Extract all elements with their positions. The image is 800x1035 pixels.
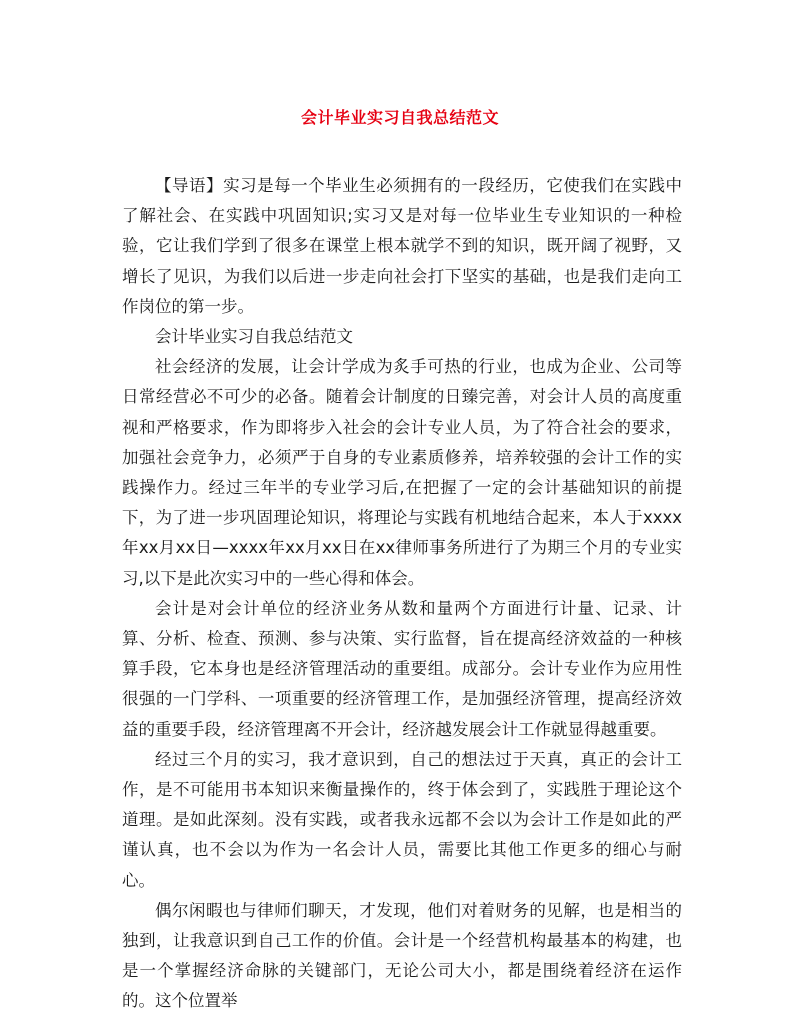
paragraph-subtitle: 会计毕业实习自我总结范文 [155,327,353,347]
document-body [122,171,682,1017]
document-title: 会计毕业实习自我总结范文 [300,108,499,127]
paragraph-intro: 【导语】实习是每一个毕业生必须拥有的一段经历，它使我们在实践中了解社会、在实践中巩固知识;实习又是对每一位毕业生专业知识的一种检验，它让我们学到了很多在课堂上根本就学不到的知识，既开阔了视野，又增长了见识，为我们以后进一步走向社会打下坚实的基础，也是我们走向工作岗位的第一步。 [122,176,682,316]
paragraph: 社会经济的发展，让会计学成为炙手可热的行业，也成为企业、公司等日常经营必不可少的必备。随着会计制度的日臻完善，对会计人员的高度重视和严格要求，作为即将步入社会的会计专业人员，为了符合社会的要求，加强社会竞争力，必须严于自身的专业素质修养，培养较强的会计工作的实践操作力。经过三年半的专业学习后,在把握了一定的会计基础知识的前提下，为了进一步巩固理论知识，将理论与实践有机地结合起来，本人于xxxx年xx月xx日—xxxx年xx月xx日在xx律师事务所进行了为期三个月的专业实习,以下是此次实习中的一些心得和体会。 [122,357,682,588]
paragraph: 经过三个月的实习，我才意识到，自己的想法过于天真，真正的会计工作，是不可能用书本知识来衡量操作的，终于体会到了，实践胜于理论这个道理。是如此深刻。没有实践，或者我永远都不会以为会计工作是如此的严谨认真，也不会以为作为一名会计人员，需要比其他工作更多的细心与耐心。 [122,749,682,890]
paragraph: 偶尔闲暇也与律师们聊天，才发现，他们对着财务的见解，也是相当的独到，让我意识到自己工作的价值。会计是一个经营机构最基本的构建，也是一个掌握经济命脉的关键部门，无论公司大小，都是围绕着经济在运作的。这个位置举 [122,900,682,1011]
paragraph: 会计是对会计单位的经济业务从数和量两个方面进行计量、记录、计算、分析、检查、预测、参与决策、实行监督，旨在提高经济效益的一种核算手段，它本身也是经济管理活动的重要组。成部分。会计专业作为应用性很强的一门学科、一项重要的经济管理工作，是加强经济管理，提高经济效益的重要手段，经济管理离不开会计，经济越发展会计工作就显得越重要。 [122,598,682,739]
